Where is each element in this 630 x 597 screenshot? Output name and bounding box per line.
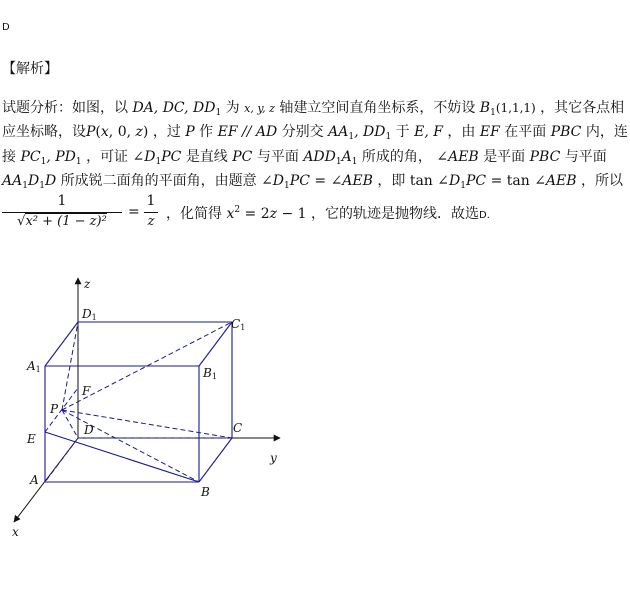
math-sub: 1 <box>75 157 82 167</box>
equals-sign: = <box>128 204 140 220</box>
math: x <box>226 206 235 222</box>
math: , PD <box>46 149 76 165</box>
math: x, y, z <box>244 102 275 115</box>
math: PC <box>232 149 253 165</box>
fraction-line <box>2 193 622 243</box>
label-E: E <box>27 432 36 446</box>
text: 所成的角， <box>361 149 432 165</box>
text: ，可证 <box>86 149 129 165</box>
text: 应坐标略，设 <box>2 124 86 140</box>
math-sub: 1 <box>385 132 392 142</box>
math: PBC <box>529 149 561 165</box>
math: AA <box>328 124 349 140</box>
label-y: y <box>270 451 277 465</box>
text: 所成锐二面角的平面角，由题意 <box>60 173 257 189</box>
math: ∠AEB <box>534 173 577 189</box>
math: A <box>341 149 352 165</box>
math: EF // AD <box>217 124 278 140</box>
math: = 2 <box>240 206 270 222</box>
edge-B1C1 <box>199 322 232 366</box>
math-sub: 1 <box>351 157 358 167</box>
math-sub: 1 <box>284 181 290 191</box>
text: ，即 <box>377 173 406 189</box>
label-D: D <box>84 423 94 437</box>
fraction-denominator: z <box>147 214 155 229</box>
fraction-left <box>2 193 122 232</box>
math: AA <box>2 173 23 189</box>
text: ，由 <box>447 124 476 140</box>
line-EB <box>45 432 199 482</box>
math: z <box>269 206 278 222</box>
math-sub: 1 <box>335 157 342 167</box>
text: 接 <box>2 149 16 165</box>
math: PC <box>20 149 41 165</box>
text: 与平面 <box>564 149 607 165</box>
math: PBC <box>550 124 582 140</box>
text: 在平面 <box>504 124 547 140</box>
text: 分别交 <box>281 124 324 140</box>
label-B1: B1 <box>203 366 217 381</box>
label-C: C <box>233 421 243 435</box>
label-z: z <box>84 277 91 291</box>
text: ，化简得 <box>166 206 222 222</box>
math: DA, DC, DD <box>132 100 216 116</box>
math: PC <box>161 149 182 165</box>
text: 与平面 <box>256 149 299 165</box>
text: ，其它各点相 <box>540 100 625 116</box>
label-B: B <box>201 485 210 499</box>
section-heading: 【解析】 <box>2 61 58 77</box>
label-C1: C1 <box>231 317 246 332</box>
math: ( <box>95 124 101 140</box>
fraction-right <box>144 193 158 232</box>
paragraph-line-2 <box>2 122 626 147</box>
math: , 0, <box>108 124 136 140</box>
label-P: P <box>50 402 59 416</box>
text: 作 <box>199 124 214 140</box>
label-x: x <box>12 525 19 539</box>
math: ∠AEB <box>330 173 373 189</box>
label-A1: A1 <box>27 359 41 374</box>
edge-D1A1 <box>45 322 78 366</box>
math-sub: 1 <box>215 108 222 118</box>
math: B <box>479 100 491 116</box>
fraction-line-tail <box>166 203 497 223</box>
math-sub: 1 <box>490 108 496 118</box>
paragraph-line-1 <box>2 98 626 123</box>
math: D <box>44 173 57 189</box>
math: ∠D <box>261 173 285 189</box>
geometry-figure <box>0 270 300 545</box>
math: (1,1,1) <box>495 101 536 115</box>
math: x <box>100 124 109 140</box>
math: = tan <box>486 173 535 189</box>
math: ∠D <box>132 149 156 165</box>
text: 试题分析：如图，以 <box>2 100 128 116</box>
text: 是平面 <box>483 149 526 165</box>
text: ，所以 <box>581 173 624 189</box>
fraction-denominator <box>2 214 122 232</box>
line-PB <box>62 410 199 482</box>
box-edges <box>45 322 232 482</box>
math: E, F <box>414 124 443 140</box>
fraction-bar <box>144 212 158 213</box>
paragraph-line-3 <box>2 147 626 172</box>
figure-svg <box>0 270 300 545</box>
math-sub: 1 <box>22 181 28 191</box>
math: P <box>185 124 195 140</box>
text: ，它的轨迹是抛物线．故选 <box>311 206 480 222</box>
math: = <box>309 173 331 189</box>
math: − 1 <box>277 206 307 222</box>
math: tan <box>409 173 438 189</box>
sqrt-radicand: x² + (1 − z)² <box>25 214 107 229</box>
sqrt-symbol: √ <box>17 214 26 229</box>
text: 于 <box>395 124 410 140</box>
label-F: F <box>82 384 91 398</box>
math-sub: 1 <box>460 181 466 191</box>
math: D <box>27 173 40 189</box>
math-sup: 2 <box>234 205 241 215</box>
answer-letter: D <box>2 22 10 33</box>
text: 轴建立空间直角坐标系，不妨设 <box>279 100 476 116</box>
edge-BC <box>199 438 232 482</box>
math: z <box>135 124 143 140</box>
text: 为 <box>225 100 240 116</box>
label-D1: D1 <box>82 307 97 322</box>
text: D． <box>479 210 497 221</box>
fraction-numerator: 1 <box>146 193 156 209</box>
math: ∠AEB <box>436 149 479 165</box>
math-sub: 1 <box>40 157 47 167</box>
math: ∠D <box>437 173 461 189</box>
math: , DD <box>354 124 386 140</box>
math: EF <box>479 124 500 140</box>
math: PC <box>465 173 487 189</box>
label-A: A <box>30 473 39 487</box>
text: 是直线 <box>185 149 228 165</box>
math-sub: 1 <box>39 181 45 191</box>
fraction-numerator: 1 <box>57 193 67 209</box>
math: ADD <box>303 149 336 165</box>
math-sub: 1 <box>348 132 355 142</box>
text: 内，连 <box>585 124 628 140</box>
math-sub: 1 <box>155 157 162 167</box>
text: ，过 <box>152 124 181 140</box>
math: PC <box>289 173 310 189</box>
math: P <box>86 124 96 140</box>
math: ) <box>142 124 149 140</box>
dashed-lines <box>45 322 232 482</box>
